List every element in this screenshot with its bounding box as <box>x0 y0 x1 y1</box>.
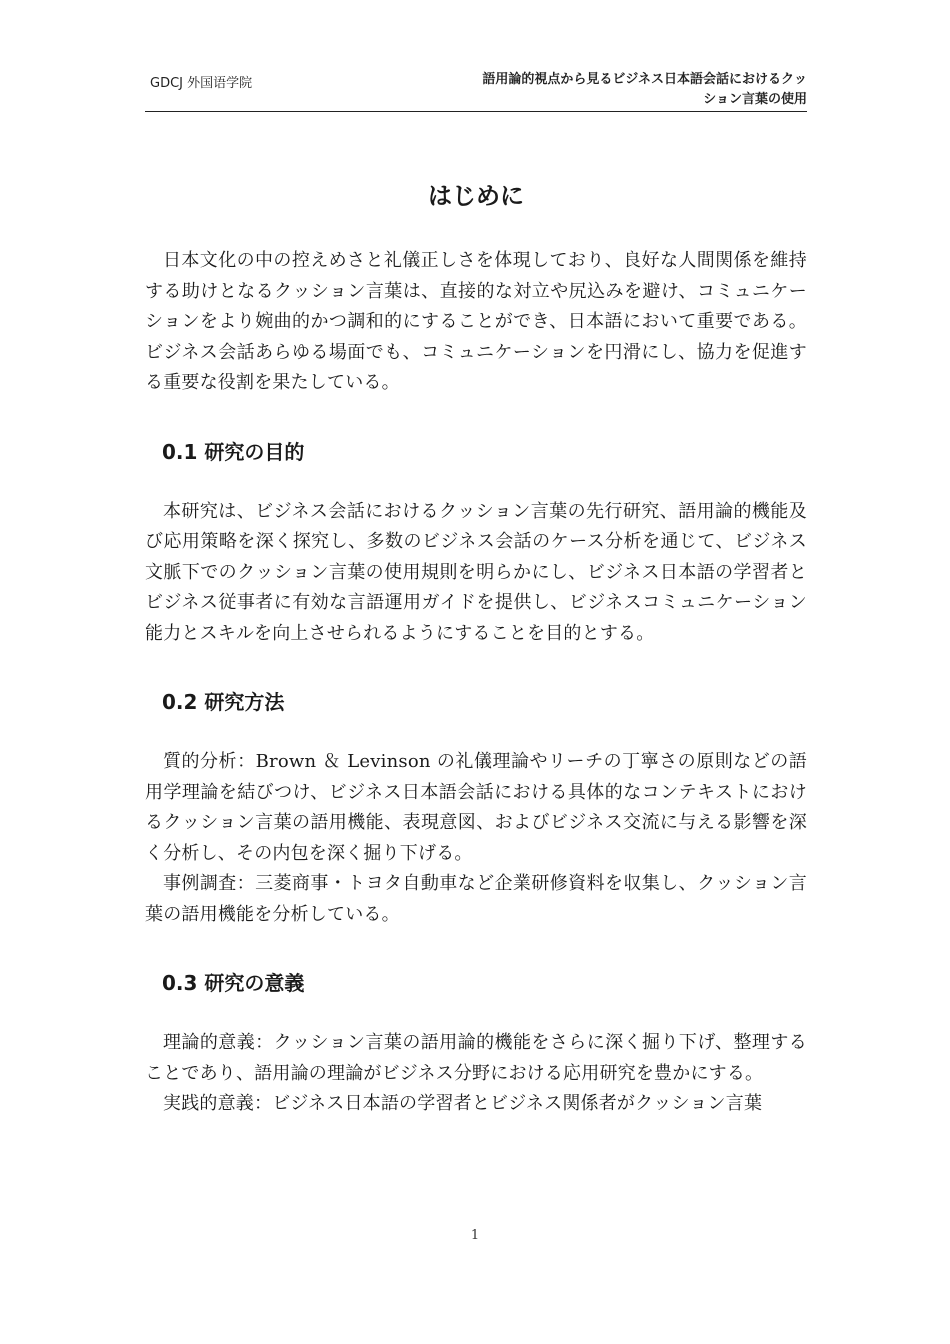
intro-paragraph: 日本文化の中の控えめさと礼儀正しさを体現しており、良好な人間関係を維持する助けとなるクッション言葉は、直接的な対立や尻込みを避け、コミュニケーションをより婉曲的かつ調和的にすることができ、日本語において重要である。ビジネス会話あらゆる場面でも、コミュニケーションを円滑にし、協力を促進する重要な役割を果たしている。 <box>145 250 807 393</box>
method-paragraph-qualitative: 質的分析：Brown ＆ Levinson の礼儀理論やリーチの丁寧さの原則などの語用学理論を結びつけ、ビジネス日本語会話における具体的なコンテキストにおけるクッション言葉の語用機能、表現意図、およびビジネス交流に与える影響を深く分析し、その内包を深く掘り下げる。 <box>145 751 807 864</box>
running-header <box>145 68 807 112</box>
header-institution: GDCJ 外国语学院 <box>150 76 253 91</box>
significance-paragraph-theoretical: 理論的意義：クッション言葉の語用論的機能をさらに深く掘り下げ、整理することであり、語用論の理論がビジネス分野における応用研究を豊かにする。 <box>145 1032 807 1084</box>
section-heading-significance: 0.3 研究の意義 <box>162 971 305 995</box>
significance-paragraph-practical: 実践的意義：ビジネス日本語の学習者とビジネス関係者がクッション言葉 <box>163 1093 763 1114</box>
method-paragraph-case-study: 事例調査：三菱商事・トヨタ自動車など企業研修資料を収集し、クッション言葉の語用機能を分析している。 <box>145 873 807 925</box>
header-title: 語用論的視点から見るビジネス日本語会話におけるクッション言葉の使用 <box>482 72 807 107</box>
main-content <box>145 178 807 1120</box>
section-heading-method: 0.2 研究方法 <box>162 690 285 714</box>
section-heading-purpose: 0.1 研究の目的 <box>162 439 305 464</box>
purpose-paragraph: 本研究は、ビジネス会話におけるクッション言葉の先行研究、語用論的機能及び応用策略を深く探究し、多数のビジネス会話のケース分析を通じて、ビジネス文脈下でのクッション言葉の使用規則を明らかにし、ビジネス日本語の学習者とビジネス従事者に有効な言語運用ガイドを提供し、ビジネスコミュニケーション能力とスキルを向上させられるようにすることを目的とする。 <box>145 500 807 644</box>
page-title: はじめに <box>428 182 524 210</box>
page-number: 1 <box>470 1228 480 1243</box>
